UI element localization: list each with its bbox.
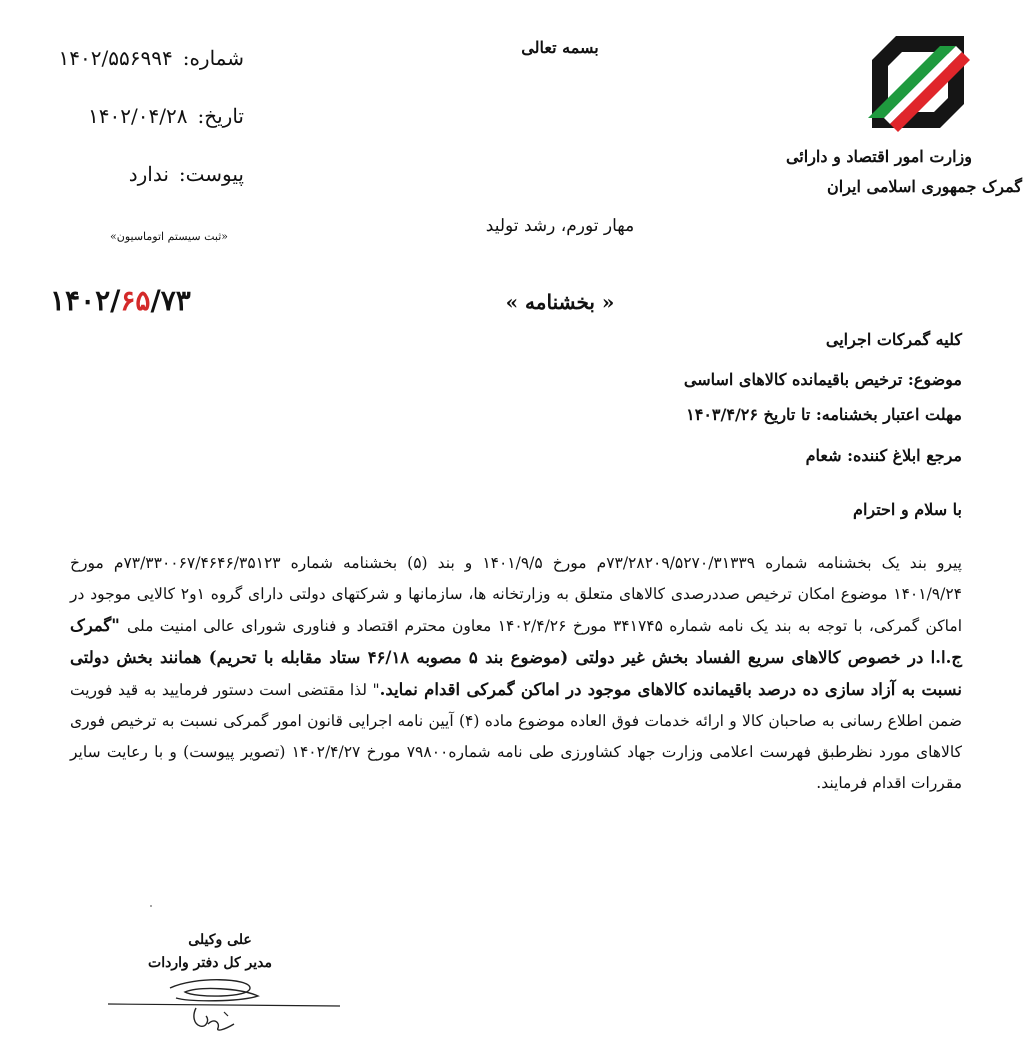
automation-registration-note: «ثبت سیستم اتوماسیون» xyxy=(110,230,228,243)
letter-number-label: شماره: xyxy=(182,46,244,70)
customs-name: گمرک جمهوری اسلامی ایران xyxy=(827,177,1022,196)
mark-dot xyxy=(150,905,152,907)
letter-attachment xyxy=(129,162,244,186)
circular-number xyxy=(50,284,191,317)
letter-number xyxy=(59,46,244,70)
basmala: بسمه تعالی xyxy=(521,38,599,57)
body-text-quote: "گمرک ج.ا.ا در خصوص کالاهای سریع الفساد بخش غیر دولتی (موضوع بند ۵ مصوبه ۴۶/۱۸ ستاد مقابله با تحریم) همانند بخش دولتی نسبت به آزاد سازی ده درصد باقیمانده کالاهای موجود در اماکن گمرکی اقدام نماید. xyxy=(70,616,962,699)
body-text-intro: پیرو بند یک بخشنامه شماره ۷۳/۲۸۲۰۹/۵۲۷۰/۳۱۳۳۹م مورخ ۱۴۰۱/۹/۵ و بند (۵) بخشنامه شماره ۷۳/۳۳۰۰۶۷/۴۶۴۶/۳۵۱۲۳م مورخ ۱۴۰۱/۹/۲۴ موضوع امکان ترخیص صددرصدی کالاهای متعلق به وزارتخانه ها، سازمانها و شرکتهای دولتی دارای گروه ۱و۲ کالایی موجود در اماکن گمرکی، با توجه به بند یک نامه شماره ۳۴۱۷۴۵ مورخ ۱۴۰۲/۴/۲۶ معاون محترم اقتصاد و فناوری شورای عالی امنیت ملی xyxy=(70,554,962,635)
signatory-title: مدیر کل دفتر واردات xyxy=(148,955,272,971)
customs-logo-icon xyxy=(866,30,970,134)
letter-date xyxy=(88,104,244,128)
ministry-block xyxy=(785,142,1022,202)
signatory-name: علی وکیلی xyxy=(188,932,252,948)
ministry-name: وزارت امور اقتصاد و دارائی xyxy=(785,147,972,166)
letter-attachment-value: ندارد xyxy=(128,162,169,186)
handwritten-signature-icon xyxy=(100,972,350,1042)
circular-number-serial: ۶۵ xyxy=(120,284,151,317)
letter-date-label: تاریخ: xyxy=(197,104,244,128)
circular-title: « بخشنامه » xyxy=(505,290,615,314)
circular-number-code: /۷۳ xyxy=(150,284,191,317)
subject-line: موضوع: ترخیص باقیمانده کالاهای اساسی xyxy=(683,370,962,389)
addressee: کلیه گمرکات اجرایی xyxy=(825,330,962,349)
letter-body xyxy=(70,548,962,799)
reference-line: مرجع ابلاغ کننده: شعام xyxy=(805,446,962,465)
year-slogan: مهار تورم، رشد تولید xyxy=(485,216,635,236)
letter-date-value: ۱۴۰۲/۰۴/۲۸ xyxy=(88,104,188,128)
circular-number-year: ۱۴۰۲/ xyxy=(50,284,121,317)
letter-number-value: ۱۴۰۲/۵۵۶۹۹۴ xyxy=(58,46,173,70)
letter-attachment-label: پیوست: xyxy=(178,162,244,186)
validity-line: مهلت اعتبار بخشنامه: تا تاریخ ۱۴۰۳/۴/۲۶ xyxy=(686,405,962,424)
body-text-instruction: " لذا مقتضی است دستور فرمایید به قید فوریت ضمن اطلاع رسانی به صاحبان کالا و ارائه خدمات فوق العاده موضوع ماده (۴) آیین نامه اجرایی قانون امور گمرکی نسبت به ترخیص فوری کالاهای مورد نظرطبق فهرست اعلامی وزارت جهاد کشاورزی طی نامه شماره۷۹۸۰۰ مورخ ۱۴۰۲/۴/۲۷ (تصویر پیوست) و با رعایت سایر مقررات اقدام فرمایند. xyxy=(70,681,962,792)
greeting: با سلام و احترام xyxy=(853,500,962,519)
